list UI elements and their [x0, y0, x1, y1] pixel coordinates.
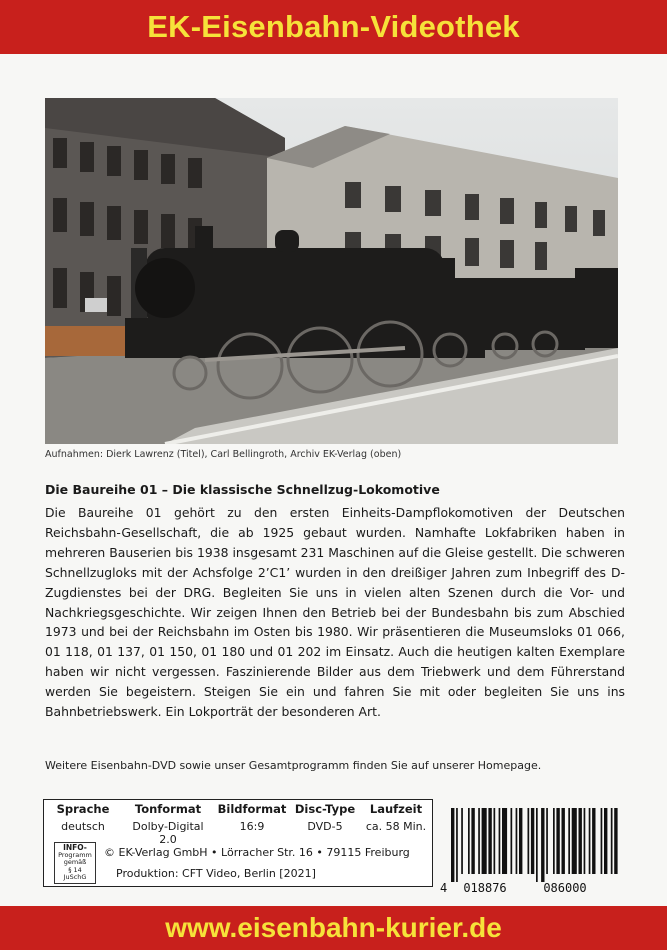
barcode-digits: 018876	[463, 881, 507, 894]
barcode-bar	[589, 808, 591, 874]
locomotive-photo	[45, 98, 618, 444]
barcode-digits: 086000	[543, 881, 587, 894]
specs-value-aspect: 16:9	[239, 820, 265, 833]
barcode-bar	[471, 808, 474, 874]
barcode-bars	[437, 808, 619, 894]
barcode-bar	[592, 808, 595, 874]
header-title: EK-Eisenbahn-Videothek	[147, 9, 520, 44]
barcode-bar	[611, 808, 613, 874]
age-rating-line5: JuSchG	[63, 873, 87, 882]
photo-caption: Aufnahmen: Dierk Lawrenz (Titel), Carl Bellingroth, Archiv EK-Verlag (oben)	[45, 449, 402, 460]
specs-header-aspect: Bildformat	[217, 802, 287, 816]
barcode-bar	[478, 808, 480, 874]
barcode-bar	[488, 808, 491, 874]
barcode-bar	[461, 808, 463, 874]
specs-header-runtime: Laufzeit	[369, 802, 423, 816]
barcode-bar	[456, 808, 458, 882]
article-heading: Die Baureihe 01 – Die klassische Schnellzug-Lokomotive	[45, 482, 440, 497]
specs-box	[43, 799, 433, 887]
specs-header-disc: Disc-Type	[294, 802, 356, 816]
age-rating-line1: INFO-	[63, 843, 87, 852]
barcode-bar	[614, 808, 617, 874]
barcode	[437, 808, 619, 894]
specs-header-row	[44, 802, 432, 816]
production-line: Produktion: CFT Video, Berlin [2021]	[116, 867, 316, 880]
age-rating-line3: gemäß	[63, 858, 87, 867]
specs-header-language: Sprache	[56, 802, 110, 816]
barcode-bar	[516, 808, 518, 874]
barcode-bar	[579, 808, 582, 874]
barcode-bar	[499, 808, 501, 874]
specs-value-language: deutsch	[61, 820, 105, 833]
barcode-bar	[556, 808, 559, 874]
barcode-bar	[482, 808, 487, 874]
barcode-bar	[553, 808, 555, 874]
barcode-digits: 4	[440, 881, 448, 894]
barcode-bar	[562, 808, 565, 874]
homepage-note: Weitere Eisenbahn-DVD sowie unser Gesamtprogramm finden Sie auf unserer Homepage.	[45, 759, 542, 772]
barcode-bar	[502, 808, 507, 874]
barcode-bar	[468, 808, 470, 874]
age-rating-badge	[54, 842, 96, 884]
publisher-line: © EK-Verlag GmbH • Lörracher Str. 16 • 79115 Freiburg	[104, 846, 410, 859]
specs-value-audio: Dolby-Digital 2.0	[132, 820, 204, 846]
barcode-bar	[572, 808, 577, 874]
barcode-bar	[519, 808, 522, 874]
footer-band	[0, 906, 667, 950]
barcode-bar	[531, 808, 534, 874]
barcode-bar	[601, 808, 603, 874]
barcode-bar	[546, 808, 548, 874]
specs-header-audio: Tonformat	[134, 802, 202, 816]
footer-url: www.eisenbahn-kurier.de	[165, 912, 502, 943]
barcode-bar	[451, 808, 454, 882]
locomotive-photo-illustration	[45, 98, 618, 444]
barcode-bar	[584, 808, 586, 874]
barcode-bar	[536, 808, 538, 882]
barcode-bar	[604, 808, 607, 874]
article-body: Die Baureihe 01 gehört zu den ersten Einheits-Dampflokomotiven der Deutschen Reichsbahn-Gesellschaft, die ab 1925 gebaut wurden. Namhafte Lokfabriken haben in mehreren Bauserien bis 1938 insgesamt 231 Maschinen auf die Gleise gestellt. Die schweren Schnellzugloks mit der Achsfolge 2’C1’ wurden in den dreißiger Jahren zum Inbegriff des D-Zugdienstes bei der DRG. Begleiten Sie uns in vielen alten Szenen durch die Vor- und Nachkriegsgeschichte. Wir zeigen Ihnen den Betrieb bei der Bundesbahn bis zum Abschied 1973 und bei der Reichsbahn im Osten bis 1980. Wir präsentieren die Museumsloks 01 066, 01 118, 01 137, 01 150, 01 180 und 01 202 im Einsatz. Auch die heutigen kalten Exemplare haben wir nicht vergessen. Faszinierende Bilder aus dem Triebwerk und dem Führerstand werden Sie begeistern. Steigen Sie ein und fahren Sie mit oder begleiten Sie uns ins Bahnbetriebswerk. Ein Lokporträt der besonderen Art.	[45, 505, 625, 720]
header-band	[0, 0, 667, 54]
specs-value-disc: DVD-5	[307, 820, 343, 833]
specs-value-runtime: ca. 58 Min.	[365, 820, 427, 833]
barcode-bar	[511, 808, 513, 874]
age-rating-line4: § 14	[68, 865, 82, 874]
age-rating-line2: Programm	[58, 850, 92, 859]
barcode-bar	[528, 808, 530, 874]
specs-value-row	[44, 820, 432, 846]
barcode-bar	[568, 808, 570, 874]
barcode-bar	[541, 808, 544, 882]
barcode-bar	[494, 808, 496, 874]
